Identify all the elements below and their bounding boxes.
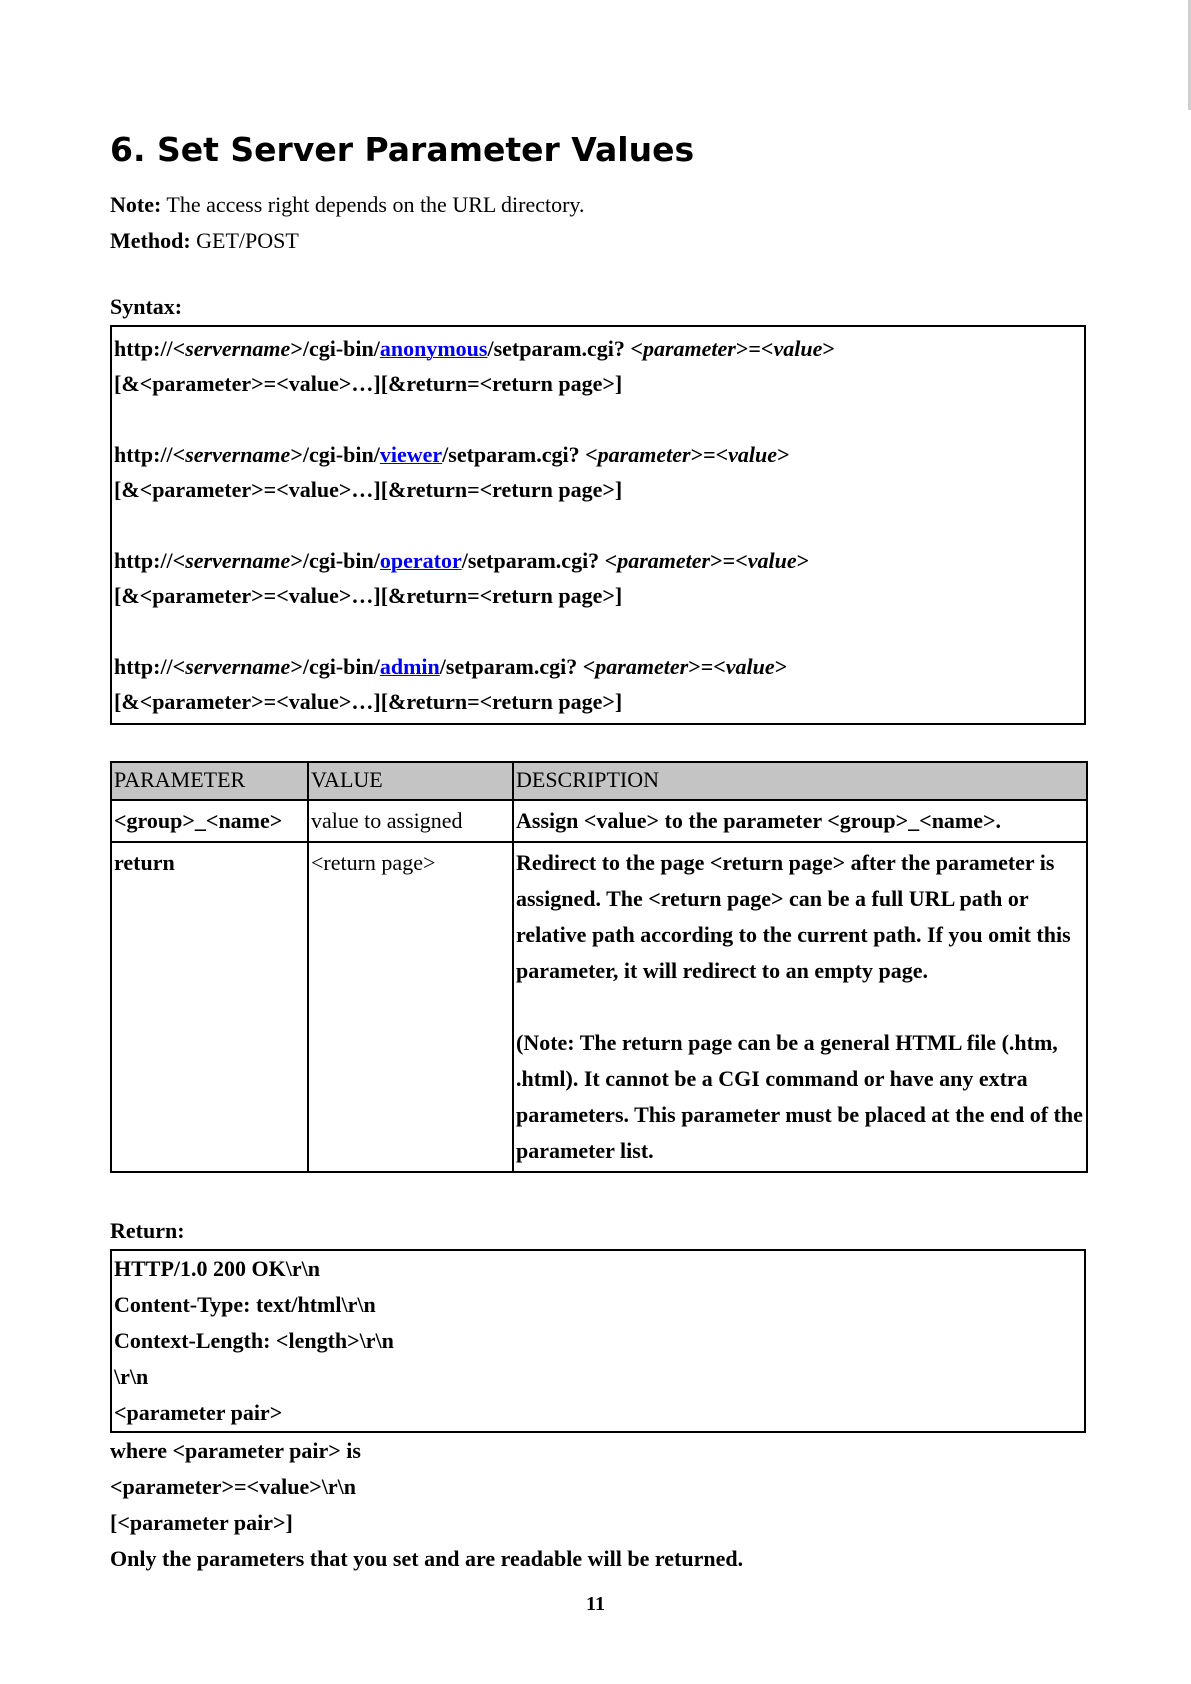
table-row — [111, 842, 1087, 1172]
syntax-line-anonymous: http://<servername>/cgi-bin/anonymous/setparam.cgi? <parameter>=<value> — [114, 336, 835, 361]
return-line: <parameter pair> — [114, 1400, 283, 1425]
syntax-label: Syntax: — [110, 294, 183, 319]
description-note: (Note: The return page can be a general HTML file (.htm, .html). It cannot be a CGI command or have any extra parameters. This parameter must be placed at the end of the parameter list. — [516, 1030, 1083, 1163]
return-explanation — [110, 1433, 1086, 1577]
syntax-line-viewer-2: [&<parameter>=<value>…][&return=<return page>] — [114, 477, 623, 502]
syntax-line-anonymous-2: [&<parameter>=<value>…][&return=<return page>] — [114, 371, 623, 396]
cell-description: Assign <value> to the parameter <group>_<name>. — [513, 800, 1087, 842]
table-row — [111, 800, 1087, 842]
syntax-box — [110, 325, 1086, 725]
method-text: GET/POST — [190, 228, 299, 253]
role-link-operator[interactable]: operator — [379, 548, 462, 573]
cell-param: return — [111, 842, 308, 1172]
description-text: Redirect to the page <return page> after the parameter is assigned. The <return page> can be a full URL path or relative path according to the current path. If you omit this parameter, it will redirect to an empty page. — [516, 850, 1071, 983]
syntax-line-operator-2: [&<parameter>=<value>…][&return=<return page>] — [114, 583, 623, 608]
table-header-row — [111, 762, 1087, 800]
header-value: VALUE — [308, 762, 513, 800]
parameter-table — [110, 761, 1088, 1173]
explanation-line: Only the parameters that you set and are readable will be returned. — [110, 1546, 744, 1571]
role-link-admin[interactable]: admin — [379, 654, 440, 679]
cell-description — [513, 842, 1087, 1172]
return-line: Context-Length: <length>\r\n — [114, 1328, 394, 1353]
return-line: \r\n — [114, 1364, 149, 1389]
return-line: HTTP/1.0 200 OK\r\n — [114, 1256, 320, 1281]
page-number: 11 — [586, 1593, 605, 1615]
method-line — [110, 223, 1086, 259]
content — [110, 130, 1086, 1577]
explanation-line: [<parameter pair>] — [110, 1510, 293, 1535]
cell-param: <group>_<name> — [111, 800, 308, 842]
section-title: 6. Set Server Parameter Values — [110, 130, 695, 169]
role-link-viewer[interactable]: viewer — [379, 442, 443, 467]
syntax-line-operator: http://<servername>/cgi-bin/operator/setparam.cgi? <parameter>=<value> — [114, 548, 810, 573]
syntax-line-viewer: http://<servername>/cgi-bin/viewer/setparam.cgi? <parameter>=<value> — [114, 442, 790, 467]
return-box — [110, 1249, 1086, 1433]
header-description: DESCRIPTION — [513, 762, 1087, 800]
explanation-line: <parameter>=<value>\r\n — [110, 1474, 356, 1499]
explanation-line: where <parameter pair> is — [110, 1438, 361, 1463]
cell-value: <return page> — [308, 842, 513, 1172]
header-parameter: PARAMETER — [111, 762, 308, 800]
syntax-line-admin: http://<servername>/cgi-bin/admin/setparam.cgi? <parameter>=<value> — [114, 654, 788, 679]
note-line — [110, 187, 1086, 223]
note-text: The access right depends on the URL directory. — [161, 192, 585, 217]
method-label: Method: — [110, 228, 191, 253]
return-line: Content-Type: text/html\r\n — [114, 1292, 376, 1317]
role-link-anonymous[interactable]: anonymous — [379, 336, 488, 361]
note-label: Note: — [110, 192, 162, 217]
syntax-line-admin-2: [&<parameter>=<value>…][&return=<return page>] — [114, 689, 623, 714]
return-label: Return: — [110, 1218, 185, 1243]
cell-value: value to assigned — [308, 800, 513, 842]
